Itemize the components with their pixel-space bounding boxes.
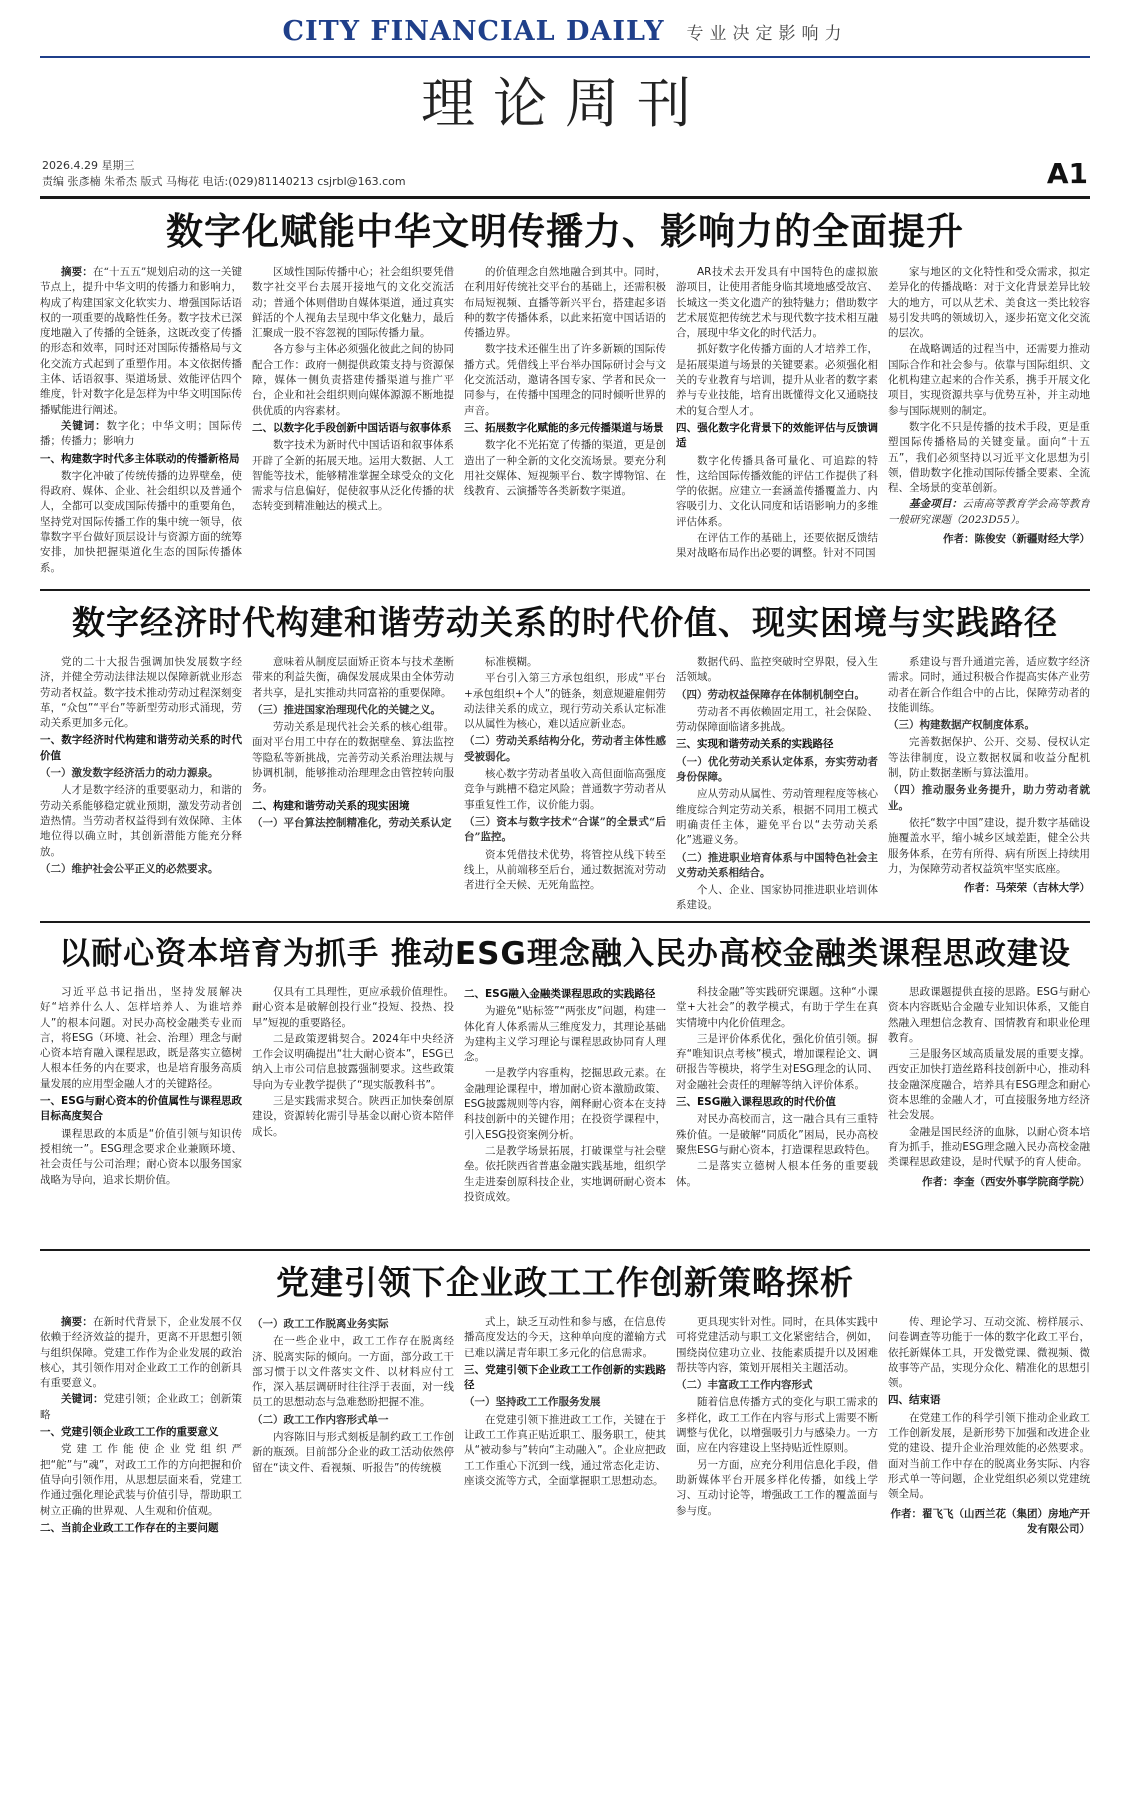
newspaper-page <box>0 6 1130 1814</box>
body-paragraph: 二是政策逻辑契合。2024年中央经济工作会议明确提出“壮大耐心资本”，ESG已纳入上市公司信息披露强制要求。这些政策导向为专业教学提供了“现实版教科书”。 <box>252 1032 454 1091</box>
body-paragraph: 党的二十大报告强调加快发展数字经济，并健全劳动法律法规以保障新就业形态劳动者权益。数字技术推动劳动过程深刻变革，“众包”“平台”等新型劳动形式涌现，劳动关系更加多元化。 <box>40 656 242 730</box>
body-paragraph: 式上，缺乏互动性和参与感，在信息传播高度发达的今天，这种单向度的灌输方式已难以满足青年职工多元化的信息需求。 <box>464 1316 666 1359</box>
issue-date: 2026.4.29 星期三 <box>42 159 135 172</box>
body-paragraph: 人才是数字经济的重要驱动力，和谐的劳动关系能够稳定就业预期，激发劳动者创造热情。当劳动者权益得到有效保障、主体地位得以确立时，其创新潜能方能充分释放。 <box>40 784 242 858</box>
section-title: 理论周刊 <box>421 71 709 135</box>
body-paragraph: 数字化不只是传播的技术手段，更是重塑国际传播格局的关键变量。面向“十五五”，我们必须坚持以习近平文化思想为引领，借助数字化推动国际传播全要素、全流程、全场景的变革创新。 <box>888 420 1090 495</box>
body-paragraph: 抓好数字化传播方面的人才培养工作，是拓展渠道与场景的关键要素。必须强化相关的专业教育与培训，提升从业者的数字素养与专业技能，培育出既懂得文化又通晓技术的复合型人才。 <box>676 343 878 417</box>
article-column <box>888 985 1090 1243</box>
article-4 <box>30 1251 1100 1615</box>
minor-heading: （二）政工工作内容形式单一 <box>252 1413 389 1426</box>
issue-info-lines <box>42 158 406 190</box>
minor-heading: （一）平台算法控制精准化，劳动关系认定 <box>252 816 452 829</box>
article-column <box>676 655 878 915</box>
minor-heading: （二）劳动关系结构分化，劳动者主体性感受被弱化。 <box>464 735 666 763</box>
subheading: 二、当前企业政工工作存在的主要问题 <box>40 1521 219 1534</box>
issue-info <box>30 150 1100 190</box>
article-column <box>464 985 666 1243</box>
minor-heading: （四）劳动权益保障存在体制机制空白。 <box>676 688 865 701</box>
article-columns <box>40 655 1090 915</box>
article-column <box>252 655 454 915</box>
body-paragraph: 在评估工作的基础上，还要依据反馈结果对战略布局作出必要的调整。针对不同国 <box>676 532 878 560</box>
inline-label: 关键词： <box>61 419 107 432</box>
page-number: A1 <box>1046 157 1088 190</box>
body-paragraph: 随着信息传播方式的变化与职工需求的多样化，政工工作在内容与形式上需要不断调整与优化，以增强吸引力与感染力。一方面，应在内容建设上坚持贴近性原则。 <box>676 1396 878 1455</box>
body-paragraph: 在一些企业中，政工工作存在脱离经济、脱离实际的倾向。一方面，部分政工干部习惯于以文件落实文件、以材料应付工作，深入基层调研时往往浮于表面，对一线员工的思想动态与急难愁盼把握不准。 <box>252 1335 454 1409</box>
subheading: 二、ESG融入金融类课程思政的实践路径 <box>464 988 656 1000</box>
inline-label: 摘要： <box>61 1316 93 1328</box>
body-paragraph: 三是服务区域高质量发展的重要支撑。西安正加快打造丝路科技创新中心，推动科技金融深度融合，培养具有ESG理念和耐心资本思维的金融人才，可直接服务地方经济社会发展。 <box>888 1048 1090 1122</box>
minor-heading: （一）政工工作脱离业务实际 <box>252 1318 389 1330</box>
article-headline: 以耐心资本培育为抓手 推动ESG理念融入民办高校金融类课程思政建设 <box>59 936 1071 972</box>
article-columns <box>40 1315 1090 1615</box>
article-column <box>676 1315 878 1615</box>
body-paragraph: 数字化冲破了传统传播的边界壁垒，使得政府、媒体、企业、社会组织以及普通个人，全都可以变成国际传播中的重要角色，坚持党对国际传播工作的集中统一领导，依靠数字平台做好顶层设计与资源方面的统筹安排，加快把握渠道化生态的国际传播体系。 <box>40 469 242 574</box>
body-paragraph: 传、理论学习、互动交流、榜样展示、问卷调查等功能于一体的数字化政工平台，依托新媒体工具，开发微党课、微视频、微故事等产品，实现分众化、精准化的思想引领。 <box>888 1316 1090 1390</box>
body-paragraph: 意味着从制度层面矫正资本与技术垄断带来的利益失衡，确保发展成果由全体劳动者共享，是扎实推动共同富裕的重要保障。 <box>252 656 454 699</box>
body-paragraph: 家与地区的文化特性和受众需求，拟定差异化的传播战略：对于文化背景差异比较大的地方，可以从艺术、美食这一类比较容易引发共鸣的领域切入，逐步拓宽文化交流的层次。 <box>888 266 1090 340</box>
article-headline: 党建引领下企业政工工作创新策略探析 <box>276 1263 854 1302</box>
body-paragraph: 劳动者不再依赖固定用工，社会保险、劳动保障面临诸多挑战。 <box>676 705 878 734</box>
article-1 <box>30 199 1100 591</box>
inline-label: 关键词： <box>61 1393 104 1406</box>
minor-heading: （二）丰富政工工作内容形式 <box>676 1379 813 1392</box>
body-paragraph: 二是落实立德树人根本任务的重要载体。 <box>676 1160 878 1188</box>
article-columns <box>40 985 1090 1243</box>
masthead-slogan: 专业决定影响力 <box>686 23 848 44</box>
minor-heading: （二）推进职业培育体系与中国特色社会主义劳动关系相结合。 <box>676 851 878 879</box>
subheading: 一、ESG与耐心资本的价值属性与课程思政目标高度契合 <box>40 1095 242 1123</box>
body-paragraph: 在党建引领下推进政工工作，关键在于让政工工作真正贴近职工、服务职工，使其从“被动参与”转向“主动融入”。企业应把政工工作重心下沉到一线，通过常态化走访、座谈交流等方式，全面掌握职工思想动态。 <box>464 1413 666 1487</box>
author-byline: 作者：李奎（西安外事学院商学院） <box>922 1175 1090 1188</box>
body-paragraph: 劳动关系是现代社会关系的核心组带。面对平台用工中存在的数据壁垒、算法监控等隐私等新挑战，完善劳动关系治理法规与协调机制，能够推动治理理念由管控转向服务。 <box>252 721 454 795</box>
body-paragraph: 内容陈旧与形式刻板是制约政工工作创新的瓶颈。目前部分企业的政工活动依然停留在“读文件、看视频、听报告”的传统模 <box>252 1431 454 1474</box>
article-column <box>464 265 666 583</box>
fund-note: 基金项目：云南高等教育学会高等教育一般研究课题（2023D55）。 <box>888 498 1090 526</box>
body-paragraph: 党建工作能使企业党组织严把“舵”与“魂”，对政工工作的方向把握和价值导向引领作用，从思想层面来看，党建工作通过强化理论武装与价值引导，帮助职工树立正确的世界观、人生观和价值观。 <box>40 1443 242 1517</box>
body-paragraph: 习近平总书记指出，坚持发展解决好“培养什么人、怎样培养人、为谁培养人”的根本问题。对民办高校金融类专业而言，将ESG（环境、社会、治理）理念与耐心资本培育融入课程思政，既是落实立德树人根本任务的内在要求，也是培育服务高质量发展的应用型金融人才的关键路径。 <box>40 986 242 1090</box>
abstract-paragraph: 关键词：数字化；中华文明；国际传播；传播力；影响力 <box>40 419 242 448</box>
body-paragraph: 三是评价体系优化，强化价值引领。摒弃“唯知识点考核”模式，增加课程论文、调研报告等模块，将学生对ESG理念的认同、对金融社会责任的理解等纳入评价体系。 <box>676 1032 878 1091</box>
article-column <box>464 1315 666 1615</box>
abstract-paragraph: 关键词：党建引领；企业政工；创新策略 <box>40 1393 242 1421</box>
body-paragraph: 对民办高校而言，这一融合具有三重特殊价值。一是破解“同质化”困局，民办高校聚焦ESG与耐心资本，打造课程思政特色。 <box>676 1113 878 1156</box>
body-paragraph: 个人、企业、国家协同推进职业培训体系建设。 <box>676 884 878 912</box>
inline-label: 摘要： <box>61 266 93 278</box>
article-column <box>252 985 454 1243</box>
body-paragraph: 另一方面，应充分利用信息化手段，借助新媒体平台开展多样化传播，如线上学习、互动讨论等，增强政工工作的覆盖面与参与度。 <box>676 1458 878 1517</box>
section-title-area <box>30 58 1100 140</box>
body-paragraph: 仅具有工具理性，更应承载价值理性。耐心资本是破解创投行业“投短、投热、投早”短视的重要路径。 <box>252 986 454 1029</box>
article-headline: 数字经济时代构建和谐劳动关系的时代价值、现实困境与实践路径 <box>72 603 1058 642</box>
article-columns <box>40 265 1090 583</box>
author-byline: 作者：马荣荣（吉林大学） <box>964 882 1090 895</box>
abstract-paragraph: 摘要：在“十五五”规划启动的这一关键节点上，提升中华文明的传播力和影响力，构成了构建国家文化软实力、增强国际话语权的一项重要的战略性任务。数字技术已深度地融入了传播的全链条，这既改变了传播的形态和效率，同时还对国际传播格局与文化交流方式起到了重塑作用。本文依据传播主体、话语叙事、渠道场景、效能评估四个维度，针对数字化是怎样为中华文明国际传播赋能进行阐述。 <box>40 266 242 416</box>
subheading: 二、以数字化手段创新中国话语与叙事体系 <box>252 421 452 434</box>
body-paragraph: 数字化传播具备可量化、可追踪的特性，这给国际传播效能的评估工作提供了科学的依据。应建立一套涵盖传播覆盖力、内容吸引力、文化认同度和话语影响力的多维评估体系。 <box>676 454 878 528</box>
minor-heading: （三）推进国家治理现代化的关键之义。 <box>252 703 441 716</box>
body-paragraph: 思政课题提供直接的思路。ESG与耐心资本内容既贴合金融专业知识体系，又能自然融入理想信念教育、国情教育和职业伦理教育。 <box>888 986 1090 1044</box>
subheading: 三、拓展数字化赋能的多元传播渠道与场景 <box>464 421 664 434</box>
subheading: 二、构建和谐劳动关系的现实困境 <box>252 799 410 812</box>
subheading: 四、强化数字化背景下的效能评估与反馈调适 <box>676 421 878 450</box>
minor-heading: （二）维护社会公平正义的必然要求。 <box>40 862 219 875</box>
body-paragraph: AR技术去开发具有中国特色的虚拟旅游项目，让使用者能身临其境地感受故宫、长城这一类文化遗产的独特魅力；借助数字艺术展览把传统艺术与现代数字技术相互融合，展现中华文化的时代活力。 <box>676 266 878 340</box>
article-column <box>252 1315 454 1615</box>
article-column <box>252 265 454 583</box>
body-paragraph: 在战略调适的过程当中，还需要力推动国际合作和社会参与。依靠与国际组织、文化机构建立起来的合作关系，携手开展文化项目，实现资源共享与优势互补，并主动地参与国际规则的制定。 <box>888 343 1090 417</box>
author-byline: 作者：翟飞飞（山西兰花（集团）房地产开发有限公司） <box>890 1507 1090 1535</box>
article-3 <box>30 923 1100 1251</box>
body-paragraph: 资本凭借技术优势，将管控从线下转至线上，从前端移至后台，通过数据流对劳动者进行全天候、无死角监控。 <box>464 848 666 892</box>
article-2 <box>30 591 1100 923</box>
minor-heading: （三）资本与数字技术“合谋”的全景式“后台”监控。 <box>464 815 666 844</box>
minor-heading: （一）激发数字经济活力的动力源泉。 <box>40 767 219 780</box>
author-byline: 作者：陈俊安（新疆财经大学） <box>943 533 1090 546</box>
subheading: 一、构建数字时代多主体联动的传播新格局 <box>40 452 240 465</box>
body-paragraph: 应从劳动从属性、劳动管理程度等核心维度综合判定劳动关系，根据不同用工模式明确责任主体，避免平台以“去劳动关系化”逃避义务。 <box>676 788 878 847</box>
subheading: 三、ESG融入课程思政的时代价值 <box>676 1096 836 1109</box>
body-paragraph: 在党建工作的科学引领下推动企业政工工作创新发展，是新形势下加强和改进企业党的建设、提升企业治理效能的必然要求。面对当前工作中存在的脱离业务实际、内容形式单一等问题，企业党组织必须以党建统领全局。 <box>888 1411 1090 1501</box>
body-paragraph: 为避免“贴标签”“两张皮”问题，构建一体化育人体系需从三维度发力，其理论基础为建构主义学习理论与课程思政协同育人理念。 <box>464 1005 666 1064</box>
editor-line: 责编 张彥楠 朱希杰 版式 马梅花 电话:(029)81140213 csjrbl@163.com <box>42 175 406 188</box>
masthead-english: CITY FINANCIAL DAILY <box>282 15 665 47</box>
articles-container <box>30 199 1100 1615</box>
article-column <box>40 985 242 1243</box>
minor-heading: （四）推动服务业务提升，助力劳动者就业。 <box>888 784 1090 812</box>
body-paragraph: 数字技术为新时代中国话语和叙事体系开辟了全新的拓展天地。运用大数据、人工智能等技术，能够精准掌握全球受众的文化需求与信息偏好，促使叙事从泛化传播的状态转变到精准触达的模式上。 <box>252 439 454 513</box>
minor-heading: （三）构建数据产权制度体系。 <box>888 719 1035 732</box>
body-paragraph: 课程思政的本质是“价值引领与知识传授相统一”。ESG理念要求企业兼顾环境、社会责任与公司治理；耐心资本以服务国家战略为导向，追求长期价值。 <box>40 1127 242 1186</box>
body-paragraph: 完善数据保护、公开、交易、侵权认定等法律制度，设立数据权属和收益分配机制，防止数据垄断与算法滥用。 <box>888 736 1090 780</box>
body-paragraph: 核心数字劳动者虽收入高但面临高强度竞争与跳槽不稳定风险；普通数字劳动者从事重复性工作，议价能力弱。 <box>464 768 666 811</box>
minor-heading: （一）优化劳动关系认定体系，夯实劳动者身份保障。 <box>676 755 878 784</box>
article-column <box>888 655 1090 915</box>
body-paragraph: 标准模糊。 <box>485 656 538 668</box>
subheading: 三、实现和谐劳动关系的实践路径 <box>676 738 834 751</box>
article-column <box>464 655 666 915</box>
body-paragraph: 金融是国民经济的血脉，以耐心资本培育为抓手，推动ESG理念融入民办高校金融类课程思政建设，是时代赋予的育人使命。 <box>888 1125 1090 1169</box>
article-column <box>40 1315 242 1615</box>
minor-heading: （一）坚持政工工作服务发展 <box>464 1396 601 1409</box>
article-column <box>676 265 878 583</box>
body-paragraph: 平台引入第三方承包组织，形成“平台+承包组织+个人”的链条，刻意规避雇佣劳动法律关系的成立，现行劳动关系认定标准以从属性为核心，难以适应新业态。 <box>464 672 666 731</box>
body-paragraph: 区域性国际传播中心；社会组织要凭借数字社交平台去展开接地气的文化交流活动；普通个体则借助自媒体渠道，通过真实鲜活的个人视角去呈现中华文化魅力，最后汇聚成一股不容忽视的国际传播力量。 <box>252 266 454 340</box>
body-paragraph: 各方参与主体必须强化彼此之间的协同配合工作：政府一侧提供政策支持与资源保障，媒体一侧负责搭建传播渠道与推广平台，企业和社会组织则向媒体源源不断地提供优质的内容素材。 <box>252 343 454 417</box>
body-paragraph: 科技金融”等实践研究课题。这种“小课堂+大社会”的教学模式，有助于学生在真实情境中内化价值理念。 <box>676 986 878 1029</box>
body-paragraph: 依托“数字中国”建设，提升数字基础设施覆盖水平，缩小城乡区域差距，健全公共服务体系，在劳有所得、病有所医上持续用力，为保障劳动者权益筑牢坚实底座。 <box>888 816 1090 875</box>
body-paragraph: 数字化不光拓宽了传播的渠道，更是创造出了一种全新的文化交流场景。要充分利用社交媒体、短视频平台、数字博物馆、在线教育、云演播等各类新数字渠道。 <box>464 439 666 498</box>
body-paragraph: 一是教学内容重构，挖掘思政元素。在金融理论课程中，增加耐心资本激励政策、ESG披露规则等内容，阐释耐心资本在支持科技创新中的关键作用；在投资学课程中，引入ESG投资案例分析。 <box>464 1067 666 1141</box>
inline-label: 基金项目： <box>909 498 963 511</box>
subheading: 一、数字经济时代构建和谐劳动关系的时代价值 <box>40 734 242 762</box>
body-paragraph: 更具现实针对性。同时，在具体实践中可将党建活动与职工文化紧密结合，例如，围绕岗位建功立业、技能素质提升以及困难帮扶等内容，策划开展相关主题活动。 <box>676 1316 878 1374</box>
subheading: 四、结束语 <box>888 1394 941 1407</box>
article-column <box>888 265 1090 583</box>
article-column <box>888 1315 1090 1615</box>
body-paragraph: 数据代码、监控突破时空界限，侵入生活领域。 <box>676 656 878 684</box>
body-paragraph: 三是实践需求契合。陕西正加快秦创原建设，资源转化需引导基金以耐心资本陪伴成长。 <box>252 1095 454 1138</box>
article-column <box>40 655 242 915</box>
article-column <box>40 265 242 583</box>
article-headline: 数字化赋能中华文明传播力、影响力的全面提升 <box>166 210 964 253</box>
abstract-paragraph: 摘要：在新时代背景下，企业发展不仅依赖于经济效益的提升，更离不开思想引领与组织保障。党建工作作为企业发展的政治核心，其引领作用对企业政工工作的创新具有重要意义。 <box>40 1316 242 1390</box>
subheading: 一、党建引领企业政工工作的重要意义 <box>40 1426 219 1439</box>
article-column <box>676 985 878 1243</box>
body-paragraph: 二是教学场景拓展，打破课堂与社会壁垒。依托陕西省普惠金融实践基地，组织学生走进秦创原科技企业，实地调研耐心资本投资成效。 <box>464 1144 666 1203</box>
masthead <box>30 6 1100 56</box>
body-paragraph: 系建设与晋升通道完善，适应数字经济需求。同时，通过积极合作提高实体产业劳动者在新合作组合中的占比，保障劳动者的技能训练。 <box>888 656 1090 714</box>
body-paragraph: 的价值理念自然地融合到其中。同时，在利用好传统社交平台的基础上，还需积极布局短视频、直播等新兴平台，搭建起多语种的数字传播体系，以此来拓宽中国话语的传播边界。 <box>464 266 666 340</box>
subheading: 三、党建引领下企业政工工作创新的实践路径 <box>464 1363 666 1392</box>
body-paragraph: 数字技术还催生出了许多新颖的国际传播方式。凭借线上平台举办国际研讨会与文化交流活动，邀请各国专家、学者和民众一同参与，在传播中国理念的同时倾听世界的声音。 <box>464 343 666 417</box>
